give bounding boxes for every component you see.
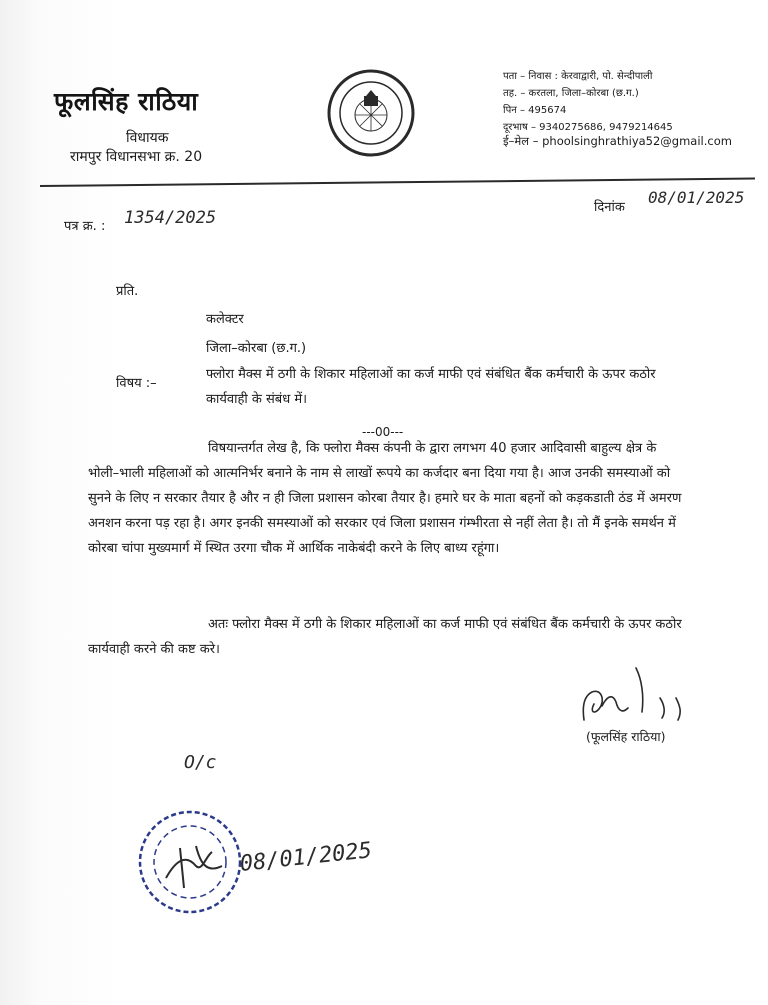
sender-name: फूलसिंह राठिया xyxy=(54,87,199,116)
seal-motto xyxy=(330,60,331,61)
date-label: दिनांक xyxy=(594,200,625,215)
body-paragraph: अतः फ्लोरा मैक्स में ठगी के शिकार महिलाओं का कर्ज माफी एवं संबंधित बैंक कर्मचारी के ऊपर कठोर कार्यवाही करने की कष्ट करे। xyxy=(88,617,682,657)
to-label: प्रति. xyxy=(116,284,139,299)
recipient: कलेक्टर xyxy=(206,312,244,327)
received-stamp-icon xyxy=(136,808,244,916)
sender-designation: विधायक xyxy=(126,130,169,146)
separator: ---00--- xyxy=(362,425,404,439)
phone-line: दूरभाष – 9340275686, 9479214645 xyxy=(503,122,673,133)
signature-icon xyxy=(572,662,702,732)
letter-number: 1354/2025 xyxy=(124,208,217,228)
email-line: ई–मेल – phoolsinghrathiya52@gmail.com xyxy=(503,134,732,148)
header-divider xyxy=(40,178,755,187)
address-line: पता – निवास : केरवाद्वारी, पो. सेन्दीपाली xyxy=(503,71,653,82)
subject-text: फ्लोरा मैक्स में ठगी के शिकार महिलाओं का कर्ज माफी एवं संबंधित बैंक कर्मचारी के ऊपर कठोर कार्यवाही के संबंध में। xyxy=(206,367,656,407)
body-paragraph: विषयान्तर्गत लेख है, कि फ्लोरा मैक्स कंपनी के द्वारा लगभग 40 हजार आदिवासी बाहुल्य क्षेत्र के भोली–भाली महिलाओं को आत्मनिर्भर बनाने के नाम से लाखों रूपये का कर्जदार बना दिया गया है। आज उनकी समस्याओं को सुनने के लिए न सरकार तैयार है और न ही जिला प्रशासन कोरबा तैयार है। हमारे घर के माता बहनों को कड़कडाती ठंड में अमरण अनशन करना पड़ रहा है। अगर इनकी समस्याओं को सरकार एवं जिला प्रशासन गंम्भीरता से नहीं लेता है। तो मैं इनके समर्थन में कोरबा चांपा मुख्यमार्ग में स्थित उरगा चौक में आर्थिक नाकेबंदी करने के लिए बाध्य रहूंगा। xyxy=(88,441,682,556)
letter-number-label: पत्र क्र. : xyxy=(64,219,106,234)
sender-constituency: रामपुर विधानसभा क्र. 20 xyxy=(70,149,203,165)
stamp-subtext xyxy=(140,810,141,811)
received-date: 08/01/2025 xyxy=(238,838,374,877)
subject-label: विषय :– xyxy=(116,376,157,391)
signatory-name: (फूलसिंह राठिया) xyxy=(586,729,666,744)
address-line: तह. – करतला, जिला–कोरबा (छ.ग.) xyxy=(503,88,639,99)
letter-date: 08/01/2025 xyxy=(648,188,745,207)
assembly-seal-icon xyxy=(326,68,416,158)
recipient-district: जिला–कोरबा (छ.ग.) xyxy=(206,341,307,356)
oc-mark: O/c xyxy=(184,752,217,773)
address-line: पिन – 495674 xyxy=(503,105,567,116)
